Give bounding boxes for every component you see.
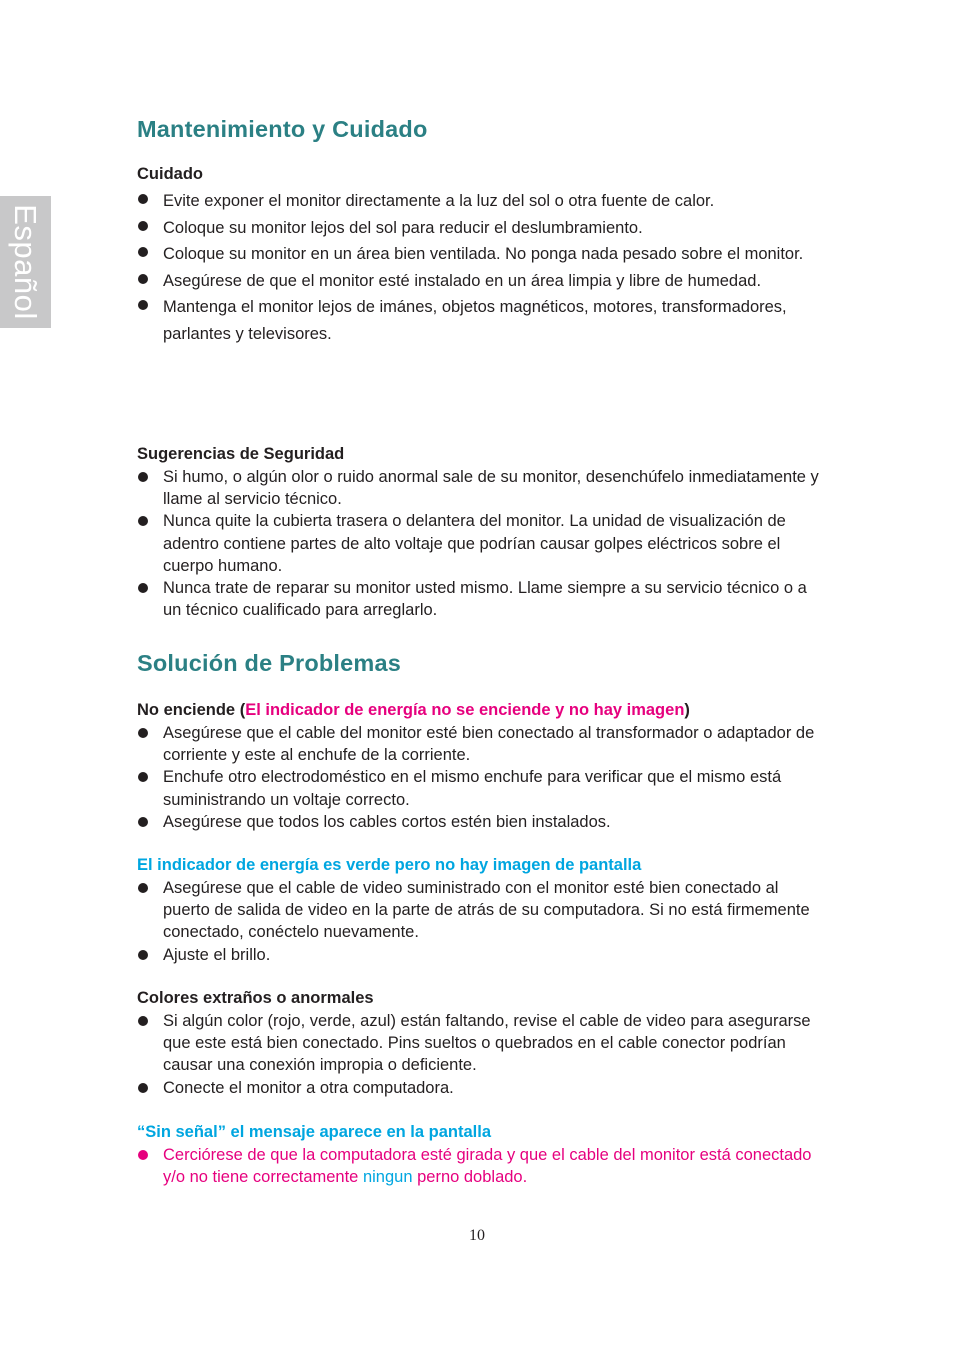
safety-heading: Sugerencias de Seguridad	[137, 445, 345, 463]
list-item: Si humo, o algún olor o ruido anormal sale de su monitor, desenchúfelo inmediatamente y llame al servicio técnico.	[137, 466, 827, 510]
list-item: Nunca trate de reparar su monitor usted mismo. Llame siempre a su servicio técnico o a un técnico cualificado para arreglarlo.	[137, 577, 827, 621]
list-item: Ajuste el brillo.	[137, 944, 827, 966]
care-list	[137, 188, 827, 347]
no-power-heading-suffix: )	[684, 701, 690, 719]
list-item: Asegúrese que todos los cables cortos estén bien instalados.	[137, 811, 827, 833]
no-power-heading	[137, 701, 690, 720]
side-tab-label: Español	[8, 204, 43, 320]
maintenance-title: Mantenimiento y Cuidado	[137, 116, 428, 142]
list-item: Si algún color (rojo, verde, azul) están faltando, revise el cable de video para asegurarse que este está bien conectado. Pins sueltos o quebrados en el cable conector podrían causar una conexión impropia o deficiente.	[137, 1010, 827, 1077]
list-item: Coloque su monitor lejos del sol para reducir el deslumbramiento.	[137, 215, 827, 242]
green-no-image-heading: El indicador de energía es verde pero no hay imagen de pantalla	[137, 856, 642, 874]
list-item: Coloque su monitor en un área bien ventilada. No ponga nada pesado sobre el monitor.	[137, 241, 827, 268]
troubleshooting-title: Solución de Problemas	[137, 650, 402, 676]
list-item: Asegúrese que el cable de video suministrado con el monitor esté bien conectado al puerto de salida de video en la parte de atrás de su computadora. Si no está firmemente conectado, conéctelo nuevamente.	[137, 877, 827, 944]
green-no-image-list	[137, 877, 827, 966]
list-item: Enchufe otro electrodoméstico en el mismo enchufe para verificar que el mismo está suministrando un voltaje correcto.	[137, 766, 827, 810]
no-power-heading-highlight: El indicador de energía no se enciende y no hay imagen	[245, 701, 685, 719]
no-signal-text-2: perno doblado.	[412, 1168, 528, 1187]
list-item	[137, 1144, 827, 1188]
list-item: Conecte el monitor a otra computadora.	[137, 1077, 827, 1099]
list-item: Mantenga el monitor lejos de imánes, objetos magnéticos, motores, transformadores, parlantes y televisores.	[137, 294, 827, 347]
safety-list	[137, 466, 827, 621]
list-item: Nunca quite la cubierta trasera o delantera del monitor. La unidad de visualización de adentro contiene partes de alto voltaje que podrían causar golpes eléctricos sobre el cuerpo humano.	[137, 510, 827, 577]
page-number: 10	[469, 1227, 485, 1244]
no-signal-list	[137, 1144, 827, 1188]
no-signal-text-blue: ningun	[362, 1168, 413, 1187]
no-power-heading-prefix: No enciende (	[137, 701, 246, 719]
no-signal-text-1: Cerciórese de que la computadora esté girada y que el cable del monitor está conectado y/o no tiene correctamente	[163, 1146, 812, 1187]
no-power-list	[137, 722, 827, 833]
no-signal-heading: “Sin señal” el mensaje aparece en la pantalla	[137, 1123, 492, 1141]
list-item: Asegúrese de que el monitor esté instalado en un área limpia y libre de humedad.	[137, 268, 827, 295]
care-heading: Cuidado	[137, 165, 203, 183]
colors-heading: Colores extraños o anormales	[137, 989, 374, 1007]
list-item: Evite exponer el monitor directamente a la luz del sol o otra fuente de calor.	[137, 188, 827, 215]
colors-list	[137, 1010, 827, 1099]
list-item: Asegúrese que el cable del monitor esté bien conectado al transformador o adaptador de corriente y este al enchufe de la corriente.	[137, 722, 827, 766]
